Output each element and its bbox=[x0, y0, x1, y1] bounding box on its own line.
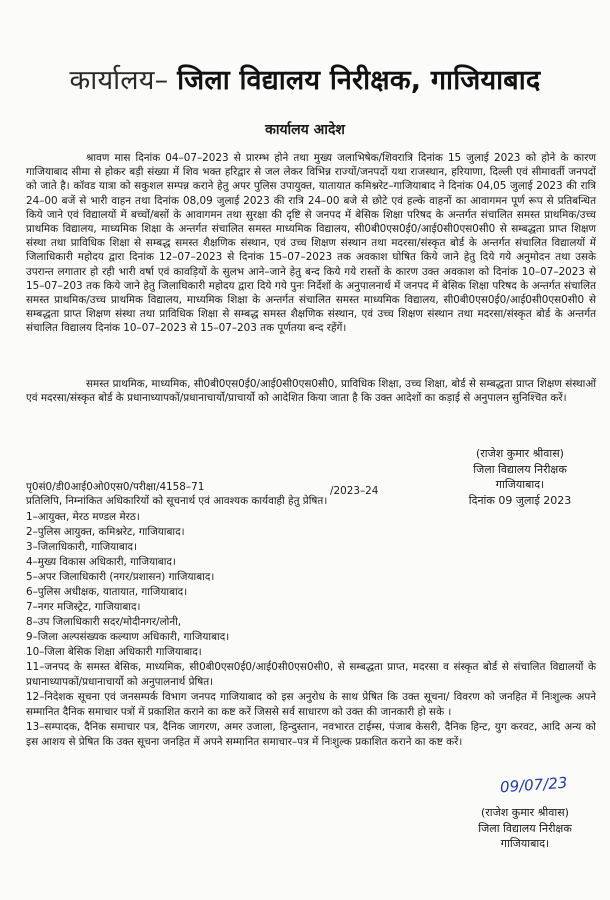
list-item: 8–उप जिलाधिकारी सदर/मोदीनगर/लोनी, bbox=[26, 616, 182, 628]
list-item: 7–नगर मजिस्ट्रेट, गाजियाबाद। bbox=[26, 601, 141, 613]
order-paragraph-1 bbox=[26, 151, 596, 336]
office-title-main: जिला विद्यालय निरीक्षक, गाजियाबाद bbox=[177, 65, 541, 96]
signatory-location: गाजियाबाद। bbox=[500, 837, 550, 850]
list-item: 10–जिला बेसिक शिक्षा अधिकारी गाजियाबाद। bbox=[26, 646, 202, 658]
list-item: 13–सम्पादक, दैनिक समाचार पत्र, दैनिक जागरण, अमर उजाला, हिन्दुस्तान, नवभारत टाईम्स, पंजाब केसरी, दैनिक हिन्ट, युग करवट, आदि अन्य को इस आशय से प्रेषित कि उक्त सूचना जनहित में अपने सम्मानित समाचार–पत्र में निःशुल्क प्रकाशित कराने का कष्ट करें। bbox=[26, 721, 596, 748]
list-item: 2–पुलिस आयुक्त, कमिश्नरेट, गाजियाबाद। bbox=[26, 526, 185, 538]
reference-year: /2023–24 bbox=[330, 485, 379, 497]
handwritten-signature-date: 09/07/23 bbox=[499, 773, 568, 797]
list-item: 3–जिलाधिकारी, गाजियाबाद। bbox=[26, 541, 137, 553]
paragraph-1-text: श्रावण मास दिनांक 04–07–2023 से प्रारम्भ होने तथा मुख्य जलाभिषेक/शिवरात्रि दिनांक 15 जुलाई 2023 को होने के कारण गाजियाबाद सीमा से होकर बड़ी संख्या में शिव भक्त हरिद्वार से जल लेकर विभिन्न राज्यों/जनपदों यथा राजस्थान, हरियाणा, दिल्ली एवं सीमावर्ती जनपदों को जाते है। कॉवड यात्रा को सकुशल सम्पन्न कराने हेतु अपर पुलिस उपायुक्त, यातायात कमिश्नरेट–गाजियाबाद ने दिनांक 04,05 जुलाई 2023 की रात्रि 24–00 बजें से भारी वाहन तथा दिनांक 08,09 जुलाई 2023 की रात्रि 24–00 बजे से छोटे एवं हल्के वाहनों का आवागमन पूर्ण रूप से प्रतिबन्धित किये जाने एवं विद्यालयों में बच्चों/बसों के आवागमन तथा सुरक्षा की दृष्टि से जनपद में बेसिक शिक्षा परिषद के अन्तर्गत संचालित समस्त प्राथमिक/उच्च प्राथमिक विद्यालय, माध्यमिक शिक्षा के अन्तर्गत संचालित समस्त माध्यमिक विद्यालय, सी0बी0एस0ई0/आई0सी0एस0सी0 से सम्बद्धता प्राप्त शिक्षण संस्था तथा प्राविधिक शिक्षा से सम्बद्ध समस्त शैक्षणिक संस्थान, एवं उच्च शिक्षण संस्थान तथा मदरसा/संस्कृत बोर्ड के अन्तर्गत संचालित विद्यालयों में जिलाधिकारी महोदय द्वारा दिनांक 12–07–2023 से दिनांक 15–07–2023 तक अवकाश घोषित किये जाने हेतु दिये गये अनुमोदन तथा उसके उपरान्त लगातार हो रही भारी वर्षा एवं कावड़ियों के सुलभ आने–जाने हेतु बन्द किये गये रास्तों के कारण उक्त अवकाश को दिनांक 10–07–2023 से 15–07–203 तक किये जाने हेतु जिलाधिकारी महोदय द्वारा दिये गये पुनः निर्देशों के अनुपालनार्थ में जनपद में बेसिक शिक्षा परिषद के अन्तर्गत संचालित समस्त प्राथमिक/उच्च प्राथमिक विद्यालय, माध्यमिक शिक्षा के अन्तर्गत संचालित समस्त माध्यमिक विद्यालय, सी0बी0एस0ई0/आई0सी0एस0सी0 से सम्बद्धता प्राप्त शिक्षण संस्था तथा प्राविधिक शिक्षा से सम्बद्ध समस्त शैक्षणिक संस्थान, एवं उच्च शिक्षण संस्थान तथा मदरसा/संस्कृत बोर्ड के अन्तर्गत संचालित विद्यालय दिनांक 10–07–2023 से 15–07–203 तक पूर्णतया बन्द रहेंगें। bbox=[26, 152, 596, 335]
copy-to-intro: प्रतिलिपि, निम्नांकित अधिकारियों को सूचनार्थ एवं आवश्यक कार्यवाही हेतु प्रेषित। bbox=[26, 495, 328, 507]
list-item: 12–निदेशक सूचना एवं जनसम्पर्क विभाग जनपद गाजियाबाद को इस अनुरोध के साथ प्रेषित कि उक्त सूचना/ विवरण को जनहित में निःशुल्क अपने सम्मानित दैनिक समाचार पत्रों में प्रकाशित कराने का कष्ट करें जिससे सर्व साधारण को उक्त की जानकारी हो सके । bbox=[26, 691, 596, 718]
signature-block-1 bbox=[440, 446, 600, 508]
list-item: 5–अपर जिलाधिकारी (नगर/प्रशासन) गाजियाबाद। bbox=[26, 571, 215, 583]
list-item: 11–जनपद के समस्त बेसिक, माध्यमिक, सी0बी0एस0ई0/आई0सी0एस0सी0, से सम्बद्धता प्राप्त, मदरसा व संस्कृत बोर्ड से संचालित विद्यालयों के प्रधानाध्यापकों/प्रधानाचार्यो को अनुपालनार्थ प्रेषित। bbox=[26, 661, 596, 688]
signatory-name: (राजेश कुमार श्रीवास) bbox=[476, 447, 564, 460]
office-title-prefix: कार्यालय– bbox=[69, 65, 169, 96]
signatory-name: (राजेश कुमार श्रीवास) bbox=[481, 806, 569, 819]
office-title bbox=[0, 60, 610, 97]
order-heading: कार्यालय आदेश bbox=[265, 122, 345, 138]
recipient-list bbox=[26, 510, 596, 750]
signature-block-2 bbox=[450, 805, 600, 852]
signatory-designation: जिला विद्यालय निरीक्षक bbox=[478, 821, 572, 835]
order-date: दिनांक 09 जुलाई 2023 bbox=[468, 493, 572, 507]
list-item: 4–मुख्य विकास अधिकारी, गाजियाबाद। bbox=[26, 556, 176, 568]
order-paragraph-2 bbox=[26, 377, 596, 405]
list-item: 9–जिला अल्पसंख्यक कल्याण अधिकारी, गाजियाबाद। bbox=[26, 631, 230, 643]
reference-number: पृ0सं0/डी0आई0ओ0एस0/परीक्षा/4158–71 bbox=[26, 481, 205, 493]
signatory-designation: जिला विद्यालय निरीक्षक bbox=[473, 462, 567, 476]
list-item: 6–पुलिस अधीक्षक, यातायात, गाजियाबाद। bbox=[26, 586, 188, 598]
list-item: 1–आयुक्त, मेरठ मण्डल मेरठ। bbox=[26, 511, 140, 523]
signatory-location: गाजियाबाद। bbox=[495, 478, 545, 491]
paragraph-2-text: समस्त प्राथमिक, माध्यमिक, सी0बी0एस0ई0/आई0सी0एस0सी0, प्राविधिक शिक्षा, उच्च शिक्षा, बोर्ड से सम्बद्धता प्राप्त शिक्षण संस्थाओं एवं मदरसा/संस्कृत बोर्ड के प्रधानाध्यापकों/प्रधानाचार्यो/प्राचार्यो को आदेशित किया जाता है कि उक्त आदेशों का कड़ाई से अनुपालन सुनिश्चित करें। bbox=[26, 378, 596, 405]
